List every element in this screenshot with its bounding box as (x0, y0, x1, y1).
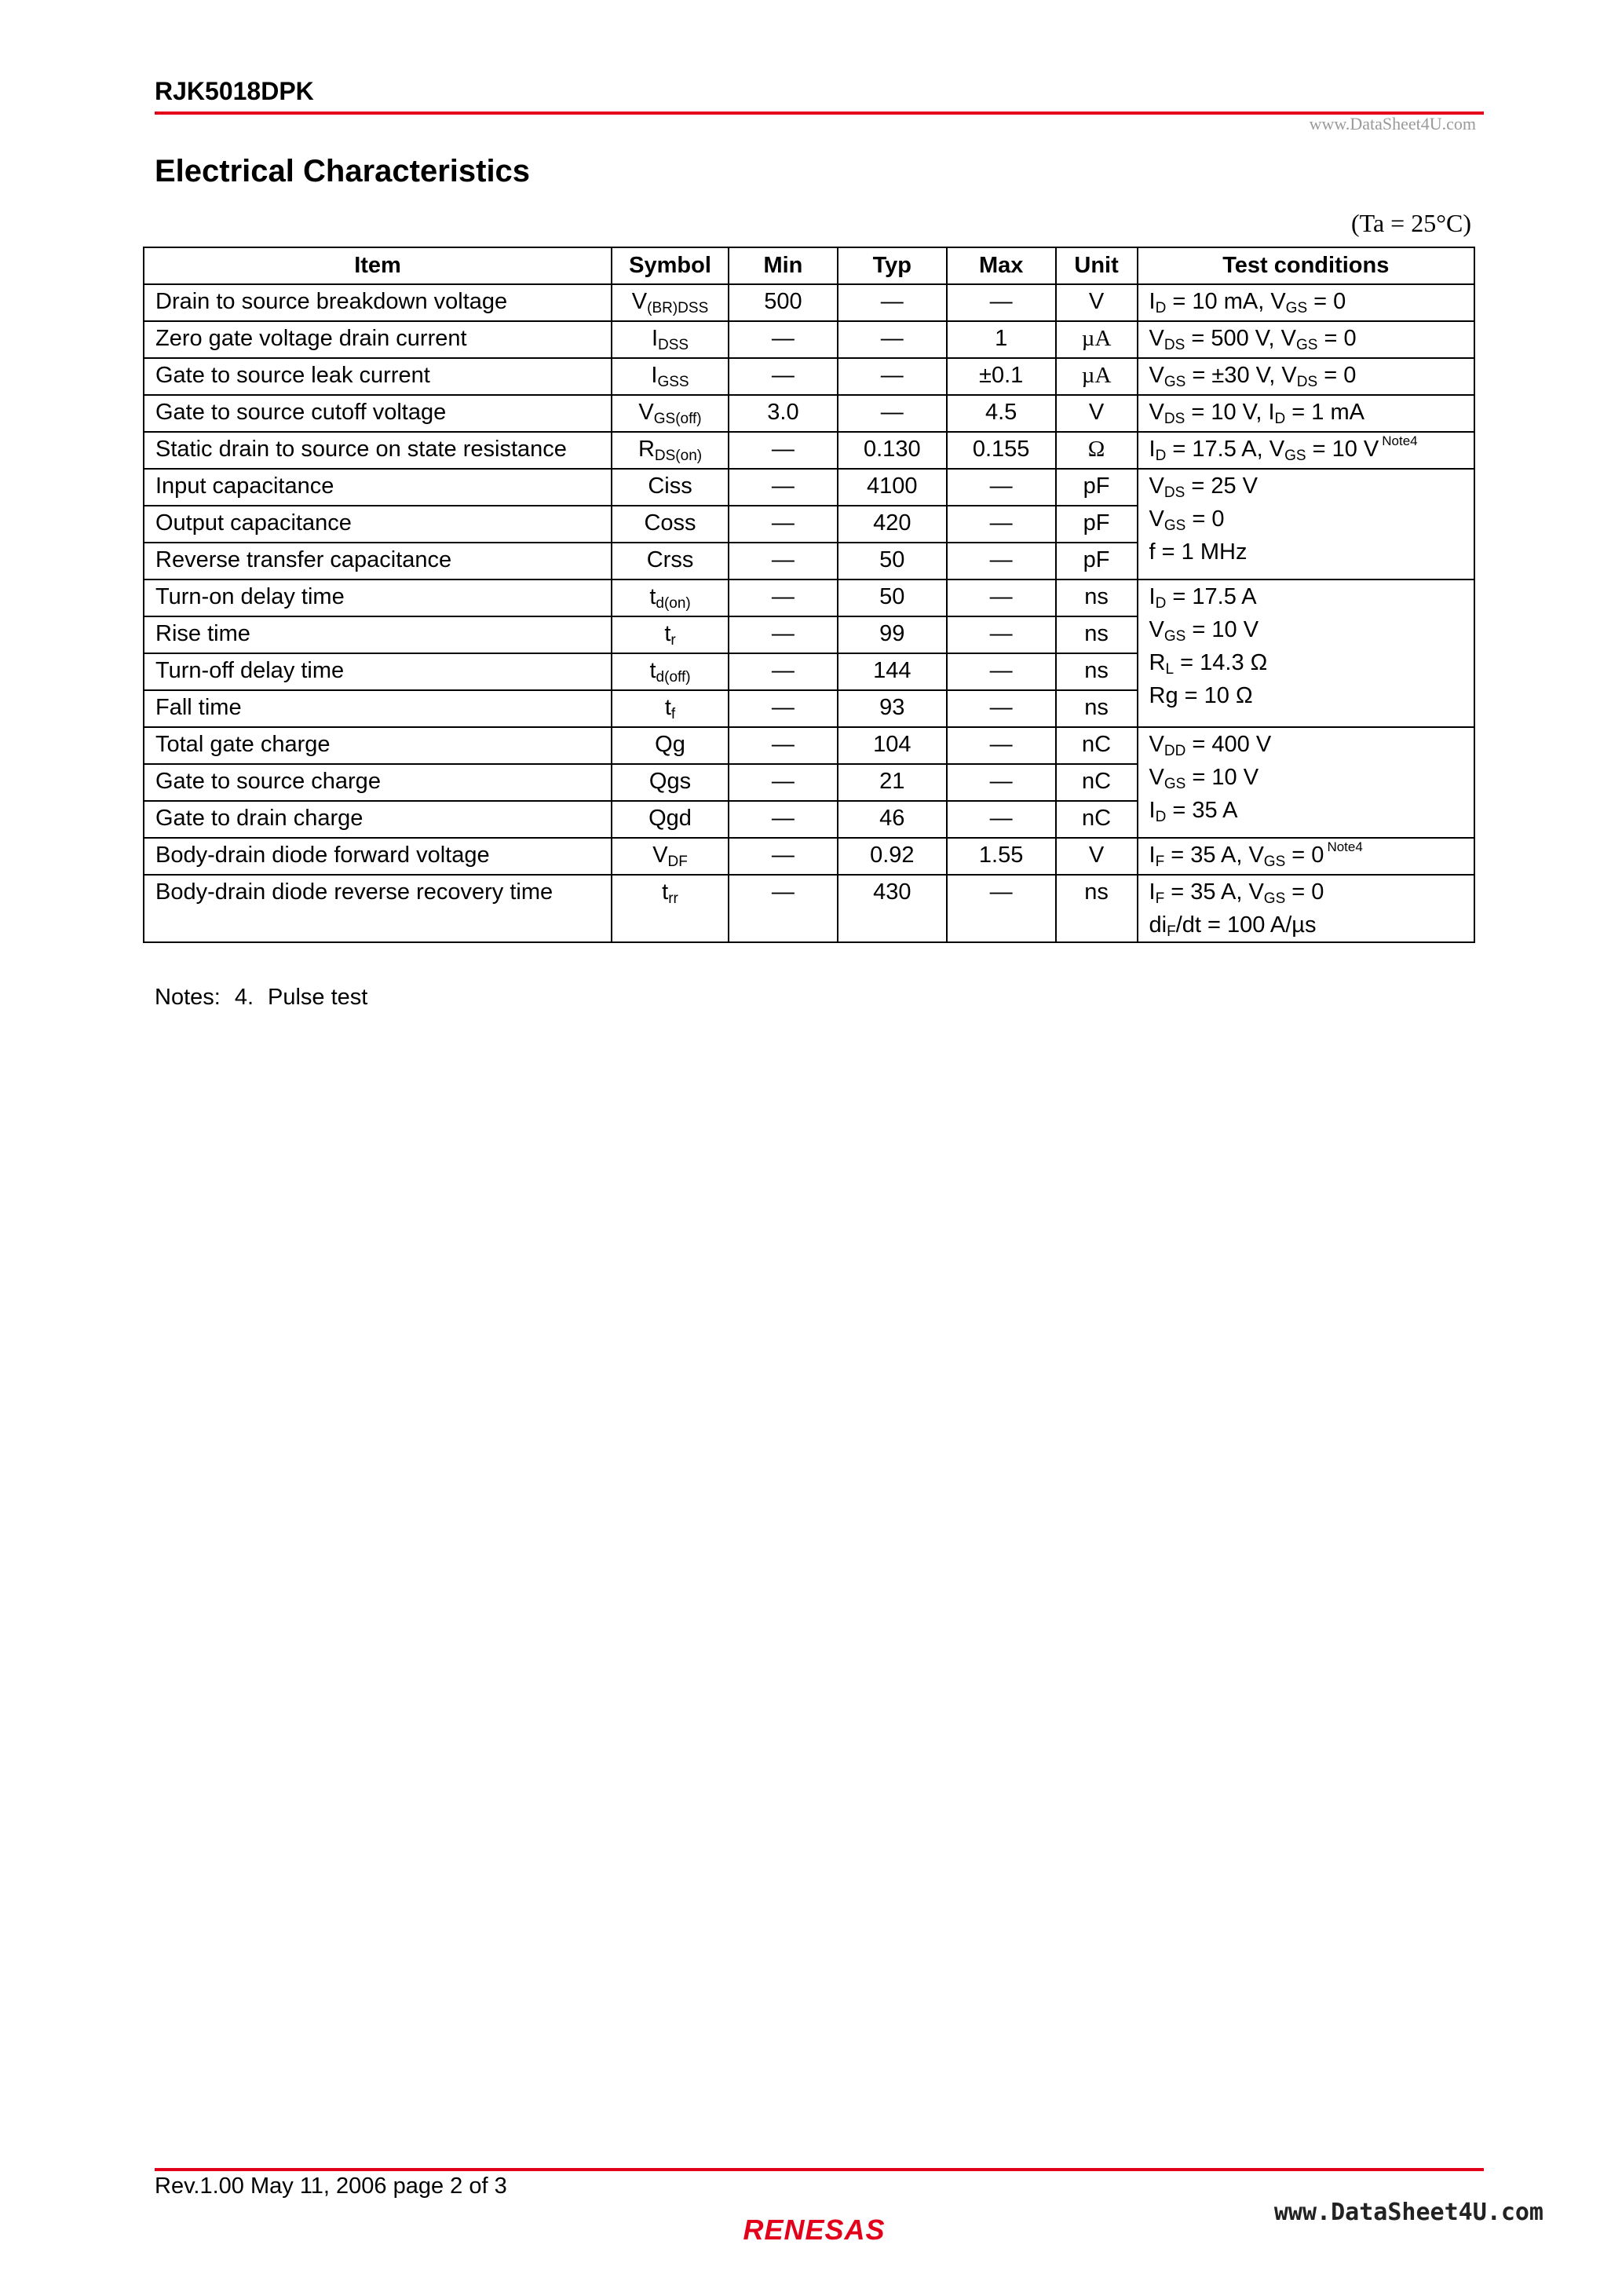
table-row (144, 395, 1474, 432)
header-test-conditions: Test conditions (1138, 247, 1474, 284)
table-row (144, 358, 1474, 395)
unit-cell: V (1056, 395, 1138, 432)
typ-cell: 50 (838, 579, 947, 616)
condition-cell: $I_D = 10$ mA, $V_{GS} = 0$ (1138, 284, 1474, 321)
unit-cell: ns (1056, 875, 1138, 942)
header-min: Min (729, 247, 838, 284)
min-cell: — (729, 764, 838, 801)
symbol-cell: $t_f$ (612, 690, 729, 727)
condition-cell-capacitance: $V_{DS} = 25$ V $V_{GS} = 0$ f = 1 MHz (1138, 469, 1474, 579)
unit-cell: pF (1056, 543, 1138, 579)
condition-cell: $I_F = 35$ A, $V_{GS} = 0$ $^{Note4}$ (1138, 838, 1474, 875)
max-cell: — (947, 579, 1056, 616)
max-cell: — (947, 875, 1056, 942)
max-cell: ±0.1 (947, 358, 1056, 395)
typ-cell: 99 (838, 616, 947, 653)
max-cell: — (947, 616, 1056, 653)
part-number: RJK5018DPK (155, 77, 314, 105)
note-reference: Note4 (1382, 433, 1418, 448)
max-cell: — (947, 653, 1056, 690)
table-row (144, 727, 1474, 764)
symbol-cell: $I_{DSS}$ (612, 321, 729, 358)
item-cell: Turn-off delay time (144, 653, 612, 690)
typ-cell: 4100 (838, 469, 947, 506)
typ-cell: 21 (838, 764, 947, 801)
typ-cell: — (838, 321, 947, 358)
symbol-cell: $V_{(BR)DSS}$ (612, 284, 729, 321)
table-row (144, 875, 1474, 942)
symbol-cell: Coss (612, 506, 729, 543)
item-cell: Zero gate voltage drain current (144, 321, 612, 358)
unit-cell: pF (1056, 469, 1138, 506)
unit-cell: V (1056, 838, 1138, 875)
min-cell: — (729, 690, 838, 727)
table-row (144, 432, 1474, 469)
typ-cell: 0.130 (838, 432, 947, 469)
header-symbol: Symbol (612, 247, 729, 284)
max-cell: — (947, 284, 1056, 321)
symbol-cell: Ciss (612, 469, 729, 506)
condition-cell: $I_D = 17.5$ A, $V_{GS} = 10$ V $^{Note4}$ (1138, 432, 1474, 469)
header-watermark: www.DataSheet4U.com (1309, 114, 1476, 133)
typ-cell: 430 (838, 875, 947, 942)
header-max: Max (947, 247, 1056, 284)
min-cell: — (729, 579, 838, 616)
table-row (144, 321, 1474, 358)
header-unit: Unit (1056, 247, 1138, 284)
item-cell: Input capacitance (144, 469, 612, 506)
section-title: Electrical Characteristics (155, 154, 531, 188)
condition-cell-gate-charge: $V_{DD} = 400$ V $V_{GS} = 10$ V $I_D = 35$ A (1138, 727, 1474, 838)
min-cell: — (729, 469, 838, 506)
min-cell: — (729, 616, 838, 653)
revision-info: Rev.1.00 May 11, 2006 page 2 of 3 (155, 2174, 507, 2199)
min-cell: — (729, 653, 838, 690)
symbol-cell: $R_{DS(on)}$ (612, 432, 729, 469)
symbol-cell: Qgd (612, 801, 729, 838)
typ-cell: 420 (838, 506, 947, 543)
symbol-cell: $V_{DF}$ (612, 838, 729, 875)
header-typ: Typ (838, 247, 947, 284)
unit-cell: ns (1056, 579, 1138, 616)
max-cell: — (947, 506, 1056, 543)
item-cell: Fall time (144, 690, 612, 727)
electrical-characteristics-table (143, 247, 1475, 943)
item-cell: Gate to source leak current (144, 358, 612, 395)
typ-cell: 104 (838, 727, 947, 764)
symbol-cell: $I_{GSS}$ (612, 358, 729, 395)
header-rule (155, 112, 1484, 115)
footer-watermark: www.DataSheet4U.com (1273, 2199, 1543, 2226)
item-cell: Gate to drain charge (144, 801, 612, 838)
renesas-logo (716, 2210, 912, 2247)
unit-cell: pF (1056, 506, 1138, 543)
condition-cell: $V_{GS} = \pm 30$ V, $V_{DS} = 0$ (1138, 358, 1474, 395)
item-cell: Turn-on delay time (144, 579, 612, 616)
max-cell: — (947, 469, 1056, 506)
min-cell: — (729, 543, 838, 579)
typ-cell: — (838, 284, 947, 321)
note-text: Pulse test (268, 985, 368, 1010)
max-cell: — (947, 727, 1056, 764)
max-cell: 0.155 (947, 432, 1056, 469)
item-cell: Rise time (144, 616, 612, 653)
min-cell: — (729, 432, 838, 469)
typ-cell: 50 (838, 543, 947, 579)
symbol-cell: $t_{d(on)}$ (612, 579, 729, 616)
ambient-condition: (Ta = 25°C) (1350, 209, 1471, 237)
unit-cell: nC (1056, 764, 1138, 801)
symbol-cell: $t_{rr}$ (612, 875, 729, 942)
renesas-logo-text: RENESAS (743, 2214, 886, 2246)
min-cell: — (729, 727, 838, 764)
unit-cell: nC (1056, 727, 1138, 764)
min-cell: — (729, 506, 838, 543)
item-cell: Gate to source charge (144, 764, 612, 801)
unit-cell: ns (1056, 690, 1138, 727)
max-cell: — (947, 690, 1056, 727)
table-row (144, 469, 1474, 506)
unit-cell: nC (1056, 801, 1138, 838)
table-row (144, 838, 1474, 875)
min-cell: — (729, 801, 838, 838)
note-reference: Note4 (1327, 839, 1363, 854)
symbol-cell: Crss (612, 543, 729, 579)
unit-cell: V (1056, 284, 1138, 321)
footer-rule (155, 2168, 1484, 2171)
min-cell: — (729, 838, 838, 875)
item-cell: Total gate charge (144, 727, 612, 764)
item-cell: Body-drain diode reverse recovery time (144, 875, 612, 942)
max-cell: — (947, 543, 1056, 579)
notes-label: Notes: (155, 985, 221, 1010)
item-cell: Body-drain diode forward voltage (144, 838, 612, 875)
symbol-cell: Qgs (612, 764, 729, 801)
typ-cell: — (838, 395, 947, 432)
min-cell: 500 (729, 284, 838, 321)
item-cell: Static drain to source on state resistance (144, 432, 612, 469)
unit-cell: µA (1056, 358, 1138, 395)
typ-cell: 46 (838, 801, 947, 838)
symbol-cell: Qg (612, 727, 729, 764)
typ-cell: 93 (838, 690, 947, 727)
header-item: Item (144, 247, 612, 284)
condition-cell-switching: $I_D = 17.5$ A $V_{GS} = 10$ V $R_L = 14.3$ Ω Rg = 10 Ω (1138, 579, 1474, 727)
min-cell: — (729, 358, 838, 395)
table-row (144, 579, 1474, 616)
condition-cell: $V_{DS} = 10$ V, $I_D = 1$ mA (1138, 395, 1474, 432)
max-cell: 1.55 (947, 838, 1056, 875)
table-header-row (144, 247, 1474, 284)
max-cell: — (947, 801, 1056, 838)
table-notes (155, 985, 382, 1011)
note-number: 4. (234, 985, 254, 1010)
min-cell: — (729, 321, 838, 358)
typ-cell: 144 (838, 653, 947, 690)
condition-cell: $I_F = 35$ A, $V_{GS} = 0$ $di_F/dt = 100$ A/µs (1138, 875, 1474, 942)
unit-cell: µA (1056, 321, 1138, 358)
item-cell: Drain to source breakdown voltage (144, 284, 612, 321)
item-cell: Reverse transfer capacitance (144, 543, 612, 579)
max-cell: 1 (947, 321, 1056, 358)
symbol-cell: $V_{GS(off)}$ (612, 395, 729, 432)
unit-cell: Ω (1056, 432, 1138, 469)
condition-cell: $V_{DS} = 500$ V, $V_{GS} = 0$ (1138, 321, 1474, 358)
max-cell: — (947, 764, 1056, 801)
table-row (144, 284, 1474, 321)
item-cell: Gate to source cutoff voltage (144, 395, 612, 432)
typ-cell: 0.92 (838, 838, 947, 875)
min-cell: 3.0 (729, 395, 838, 432)
typ-cell: — (838, 358, 947, 395)
unit-cell: ns (1056, 653, 1138, 690)
max-cell: 4.5 (947, 395, 1056, 432)
unit-cell: ns (1056, 616, 1138, 653)
item-cell: Output capacitance (144, 506, 612, 543)
symbol-cell: $t_{d(off)}$ (612, 653, 729, 690)
min-cell: — (729, 875, 838, 942)
symbol-cell: $t_r$ (612, 616, 729, 653)
